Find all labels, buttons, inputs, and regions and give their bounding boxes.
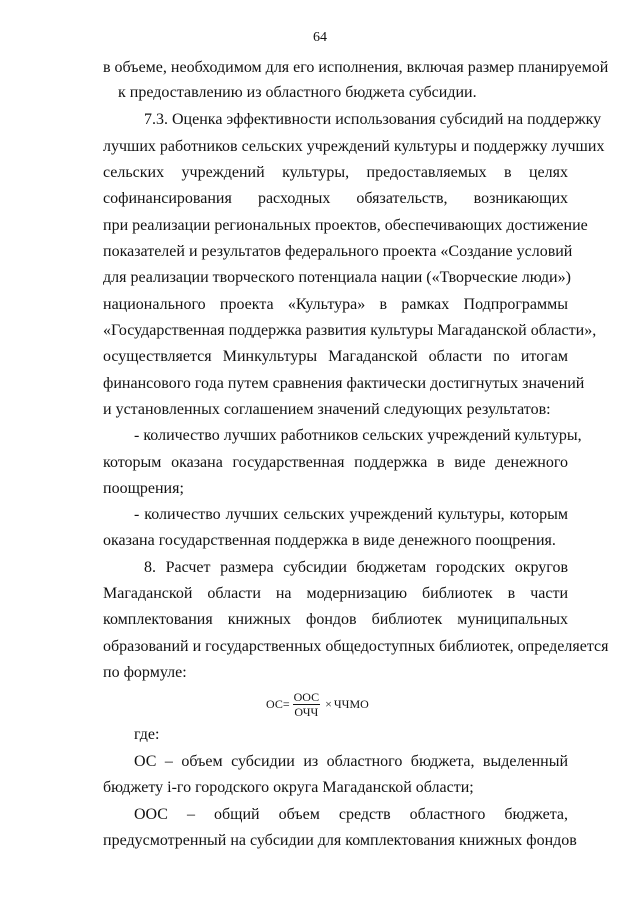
formula-fraction <box>293 690 320 719</box>
text-line: осуществляется Минкультуры Магаданской области по итогам <box>103 348 568 365</box>
text-line: для реализации творческого потенциала нации («Творческие люди») <box>103 269 571 286</box>
text-line: софинансирования расходных обязательств, возникающих <box>103 190 568 207</box>
text-line: комплектования книжных фондов библиотек муниципальных <box>103 611 568 628</box>
list-item-line: оказана государственная поддержка в виде денежного поощрения. <box>103 532 556 549</box>
list-item-line: - количество лучших работников сельских учреждений культуры, <box>134 427 582 444</box>
formula-lhs: ОС <box>266 696 283 711</box>
text-line: образований и государственных общедоступных библиотек, определяется <box>103 638 609 655</box>
list-item-line: - количество лучших сельских учреждений культуры, которым <box>134 506 568 523</box>
list-item-line: которым оказана государственная поддержка в виде денежного <box>103 454 568 471</box>
formula-numerator: ООС <box>293 689 320 704</box>
text-line: предусмотренный на субсидии для комплектования книжных фондов <box>103 832 577 849</box>
text-line: где: <box>134 726 160 743</box>
text-line: 7.3. Оценка эффективности использования субсидий на поддержку <box>144 111 602 128</box>
subsidy-formula <box>266 684 369 724</box>
text-line: 8. Расчет размера субсидии бюджетам городских округов <box>144 559 568 576</box>
text-line: лучших работников сельских учреждений культуры и поддержку лучших <box>103 138 605 155</box>
text-line: «Государственная поддержка развития культуры Магаданской области», <box>103 322 597 339</box>
text-line: при реализации региональных проектов, обеспечивающих достижение <box>103 217 588 234</box>
text-line: в объеме, необходимом для его исполнения, включая размер планируемой <box>103 59 609 76</box>
text-line: бюджету i-го городского округа Магаданской области; <box>103 779 474 796</box>
list-item-line: поощрения; <box>103 480 184 497</box>
text-line: ОС – объем субсидии из областного бюджета, выделенный <box>134 753 568 770</box>
text-line: сельских учреждений культуры, предоставляемых в целях <box>103 164 568 181</box>
formula-equals: = <box>282 696 290 711</box>
formula-denominator: ОЧЧ <box>294 704 319 719</box>
page-number: 64 <box>313 30 327 45</box>
text-line: по формуле: <box>103 664 187 681</box>
text-line: финансового года путем сравнения фактически достигнутых значений <box>103 375 585 392</box>
text-line: Магаданской области на модернизацию библиотек в части <box>103 585 568 602</box>
formula-times: × <box>325 696 332 711</box>
text-line: и установленных соглашением значений следующих результатов: <box>103 401 551 418</box>
text-line: к предоставлению из областного бюджета субсидии. <box>118 84 477 101</box>
text-line: национального проекта «Культура» в рамках Подпрограммы <box>103 296 568 313</box>
formula-factor: ЧЧМО <box>333 696 369 711</box>
text-line: показателей и результатов федерального проекта «Создание условий <box>103 243 573 260</box>
text-line: ООС – общий объем средств областного бюджета, <box>134 806 568 823</box>
